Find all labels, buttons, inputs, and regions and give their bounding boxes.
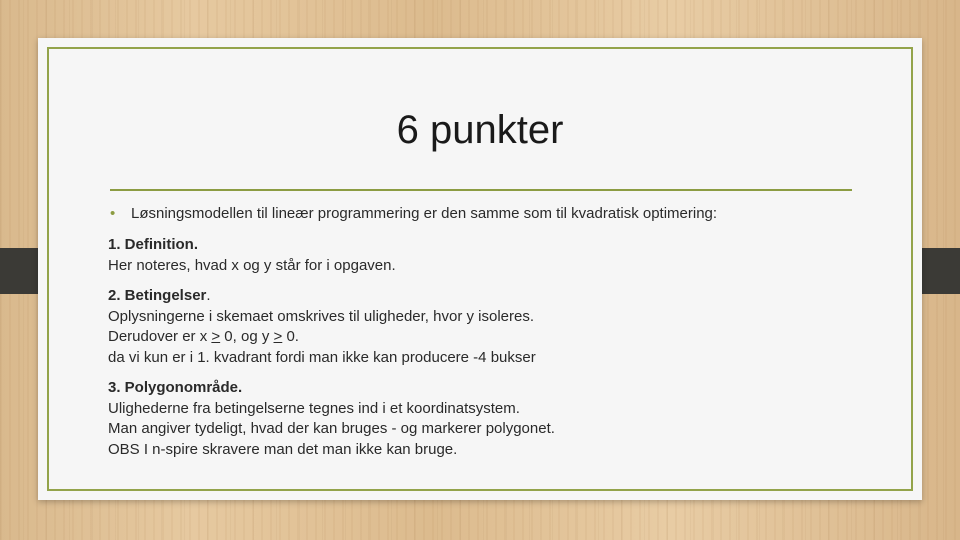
section-heading: 1. Definition. bbox=[108, 236, 198, 253]
bullet-dot-icon: • bbox=[110, 205, 116, 222]
left-decor-tab bbox=[0, 248, 38, 294]
section-line: Man angiver tydeligt, hvad der kan bruges - og markerer polygonet. bbox=[108, 420, 555, 437]
section-polygon bbox=[108, 378, 868, 460]
text-part: Derudover er x bbox=[108, 328, 212, 345]
slide-title: 6 punkter bbox=[396, 108, 564, 152]
section-definition bbox=[108, 235, 868, 276]
section-heading: 2. Betingelser bbox=[108, 287, 207, 304]
intro-bullet bbox=[110, 204, 868, 224]
heading-suffix: . bbox=[206, 287, 211, 304]
geq-symbol: > bbox=[211, 328, 221, 345]
section-line: Ulighederne fra betingelserne tegnes ind i et koordinatsystem. bbox=[108, 399, 520, 417]
title-divider bbox=[110, 189, 852, 191]
intro-text: Løsningsmodellen til lineær programmering er den samme som til kvadratisk optimering: bbox=[131, 205, 718, 222]
section-line: da vi kun er i 1. kvadrant fordi man ikke kan producere -4 bukser bbox=[108, 348, 536, 366]
section-conditions bbox=[108, 286, 868, 368]
section-line-inequality bbox=[108, 327, 868, 348]
slide-card bbox=[38, 38, 922, 500]
section-heading: 3. Polygonområde. bbox=[108, 379, 243, 396]
slide-content bbox=[108, 204, 868, 470]
text-part: 0, og y bbox=[220, 328, 274, 345]
section-line: OBS I n-spire skravere man det man ikke kan bruge. bbox=[108, 440, 458, 458]
text-part: 0. bbox=[282, 328, 299, 345]
section-heading-row bbox=[108, 286, 868, 307]
section-line: Her noteres, hvad x og y står for i opgaven. bbox=[108, 256, 396, 274]
section-line: Oplysningerne i skemaet omskrives til uligheder, hvor y isoleres. bbox=[108, 307, 535, 325]
geq-symbol: > bbox=[273, 328, 283, 345]
